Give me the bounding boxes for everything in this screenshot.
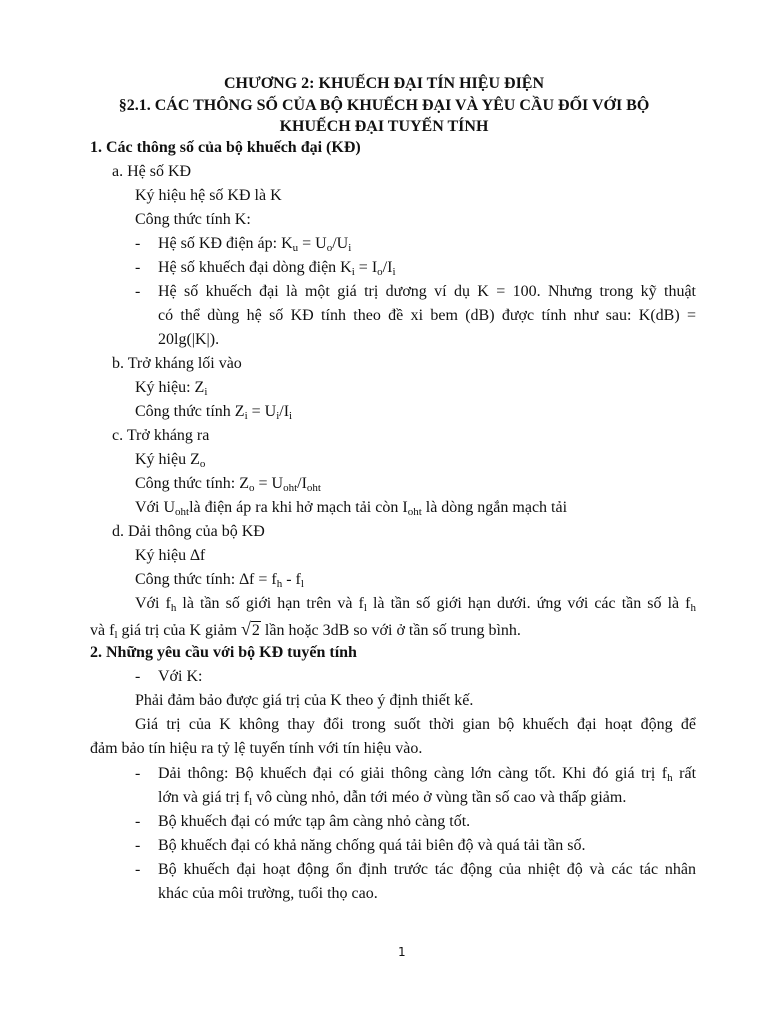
item-a-bullet-voltage-gain: Hệ số KĐ điện áp: $K_u = U_o/U_i$ xyxy=(158,235,352,254)
item-d-label: d. Dải thông của bộ KĐ xyxy=(112,523,265,540)
requirement-overload: Bộ khuếch đại có khả năng chống quá tải biên độ và quá tải tần số. xyxy=(158,837,586,854)
page-number: 1 xyxy=(398,945,406,959)
item-a-formula-intro: Công thức tính K: xyxy=(135,211,251,228)
item-d-note-line-1: Với $f_h$ là tần số giới hạn trên và $f_l$ là tần số giới hạn dưới. ứng với các tần số là $f_h$ xyxy=(135,595,696,614)
item-b-formula: Công thức tính $Z_i = U_i/I_i$ xyxy=(135,403,293,422)
item-a-symbol: Ký hiệu hệ số KĐ là K xyxy=(135,187,282,204)
k-paragraph-2-line-2: đảm bảo tín hiệu ra tỷ lệ tuyến tính với tín hiệu vào. xyxy=(90,740,423,757)
requirement-stability-line-1: Bộ khuếch đại hoạt động ổn định trước tác động của nhiệt độ và các tác nhân xyxy=(158,861,696,878)
requirement-noise: Bộ khuếch đại có mức tạp âm càng nhỏ càng tốt. xyxy=(158,813,471,830)
bullet-dash: - xyxy=(135,813,141,830)
bullet-dash: - xyxy=(135,861,141,878)
bullet-dash: - xyxy=(135,283,141,300)
section-title-line-2: KHUẾCH ĐẠI TUYẾN TÍNH xyxy=(279,118,489,135)
item-a-bullet-current-gain: Hệ số khuếch đại dòng điện $K_i = I_o/I_i$ xyxy=(158,259,396,278)
item-b-symbol: Ký hiệu: $Z_i$ xyxy=(135,379,208,398)
item-d-formula: Công thức tính: $\Delta f = f_h - f_l$ xyxy=(135,571,304,590)
item-a-bullet-db-line-3: 20lg(|K|). xyxy=(158,331,220,348)
requirement-bandwidth-line-2: lớn và giá trị $f_l$ vô cùng nhỏ, dẫn tới méo ở vùng tần số cao và thấp giảm. xyxy=(158,789,627,808)
bullet-dash: - xyxy=(135,668,141,685)
k-paragraph-2-line-1: Giá trị của K không thay đổi trong suốt thời gian bộ khuếch đại hoạt động để xyxy=(135,716,696,733)
item-c-note: Với $U_{oht}là$ điện áp ra khi hở mạch tải còn $I_{oht}$ là dòng ngắn mạch tải xyxy=(135,499,568,518)
section-title-line-1: §2.1. CÁC THÔNG SỐ CỦA BỘ KHUẾCH ĐẠI VÀ YÊU CẦU ĐỐI VỚI BỘ xyxy=(118,97,650,114)
bullet-dash: - xyxy=(135,765,141,782)
k-paragraph-1: Phải đảm bảo được giá trị của K theo ý định thiết kế. xyxy=(135,692,474,709)
bullet-dash: - xyxy=(135,837,141,854)
requirement-stability-line-2: khác của môi trường, tuổi thọ cao. xyxy=(158,885,378,902)
bullet-dash: - xyxy=(135,259,141,276)
heading-1: 1. Các thông số của bộ khuếch đại (KĐ) xyxy=(90,139,361,156)
item-a-bullet-db-line-2: có thể dùng hệ số KĐ tính theo đề xi bem (dB) được tính như sau: K(dB) = xyxy=(158,307,696,324)
square-root-symbol: √2 xyxy=(241,619,260,639)
item-a-bullet-db-line-1: Hệ số khuếch đại là một giá trị dương ví dụ K = 100. Nhưng trong kỹ thuật xyxy=(158,283,696,300)
item-a-label: a. Hệ số KĐ xyxy=(112,163,192,180)
item-b-label: b. Trở kháng lối vào xyxy=(112,355,242,372)
item-c-formula: Công thức tính: $Z_o = U_{oht}/I_{oht}$ xyxy=(135,475,321,494)
k-label: Với K: xyxy=(158,668,203,685)
chapter-title: CHƯƠNG 2: KHUẾCH ĐẠI TÍN HIỆU ĐIỆN xyxy=(223,75,545,92)
requirement-bandwidth-line-1: Dải thông: Bộ khuếch đại có giải thông càng lớn càng tốt. Khi đó giá trị $f_h$ rất xyxy=(158,765,697,784)
item-d-symbol: Ký hiệu ∆f xyxy=(135,547,206,564)
item-c-symbol: Ký hiệu $Z_o$ xyxy=(135,451,206,470)
item-d-note-line-2: và $f_l$ giá trị của K giảm √2 lần hoặc 3dB so với ở tần số trung bình. xyxy=(90,619,521,641)
item-c-label: c. Trở kháng ra xyxy=(112,427,210,444)
heading-2: 2. Những yêu cầu với bộ KĐ tuyến tính xyxy=(90,644,357,661)
bullet-dash: - xyxy=(135,235,141,252)
